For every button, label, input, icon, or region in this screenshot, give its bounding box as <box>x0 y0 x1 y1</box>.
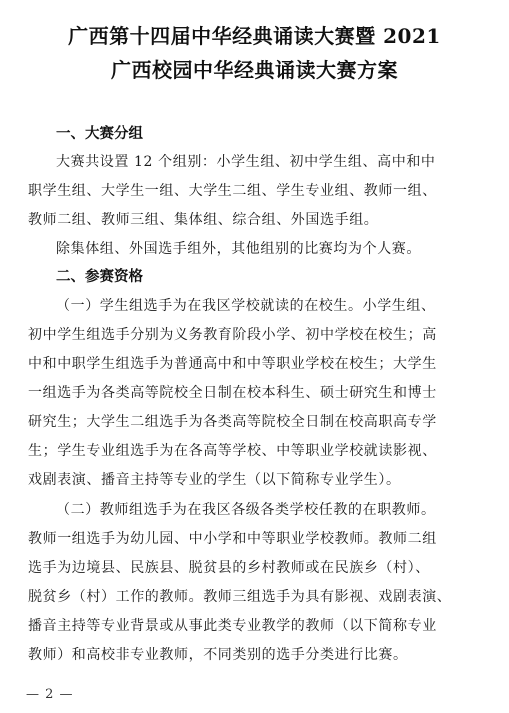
paragraph-line: 生；学生专业组选手为在各高等学校、中等职业学校就读影视、 <box>28 443 437 459</box>
paragraph-line: 职学生组、大学生一组、大学生二组、学生专业组、教师一组、 <box>28 183 437 199</box>
document-title-line-2: 广西校园中华经典诵读大赛方案 <box>111 58 398 82</box>
paragraph-line: 一组选手为各类高等院校全日制在校本科生、硕士研究生和博士 <box>28 385 437 401</box>
page-number: — 2 — <box>26 687 74 702</box>
paragraph-line: 戏剧表演、播音主持等专业的学生（以下简称专业学生）。 <box>28 472 401 488</box>
paragraph-line: 播音主持等专业背景或从事此类专业教学的教师（以下简称专业 <box>28 618 437 634</box>
document-title-line-1: 广西第十四届中华经典诵读大赛暨 2021 <box>68 24 441 48</box>
paragraph-line: 教师一组选手为幼儿园、中小学和中等职业学校教师。教师二组 <box>28 531 437 547</box>
paragraph-line: 大赛共设置 12 个组别：小学生组、初中学生组、高中和中 <box>56 154 436 170</box>
paragraph-line: 除集体组、外国选手组外，其他组别的比赛均为个人赛。 <box>56 241 421 257</box>
paragraph-line: 中和中职学生组选手为普通高中和中等职业学校在校生；大学生 <box>28 356 437 372</box>
paragraph-line: （二）教师组选手为在我区各级各类学校任教的在职教师。 <box>56 502 436 518</box>
paragraph-line: 脱贫乡（村）工作的教师。教师三组选手为具有影视、戏剧表演、 <box>28 589 452 605</box>
paragraph-line: 教师）和高校非专业教师，不同类别的选手分类进行比赛。 <box>28 647 408 663</box>
paragraph-line: （一）学生组选手为在我区学校就读的在校生。小学生组、 <box>56 298 436 314</box>
paragraph-line: 选手为边境县、民族县、脱贫县的乡村教师或在民族乡（村）、 <box>28 560 430 576</box>
paragraph-line: 初中学生组选手分别为义务教育阶段小学、初中学校在校生；高 <box>28 327 437 343</box>
section-heading-groups: 一、大赛分组 <box>56 126 143 142</box>
paragraph-line: 教师二组、教师三组、集体组、综合组、外国选手组。 <box>28 212 379 228</box>
section-heading-eligibility: 二、参赛资格 <box>56 269 143 285</box>
paragraph-line: 研究生；大学生二组选手为各类高等院校全日制在校高职高专学 <box>28 414 437 430</box>
